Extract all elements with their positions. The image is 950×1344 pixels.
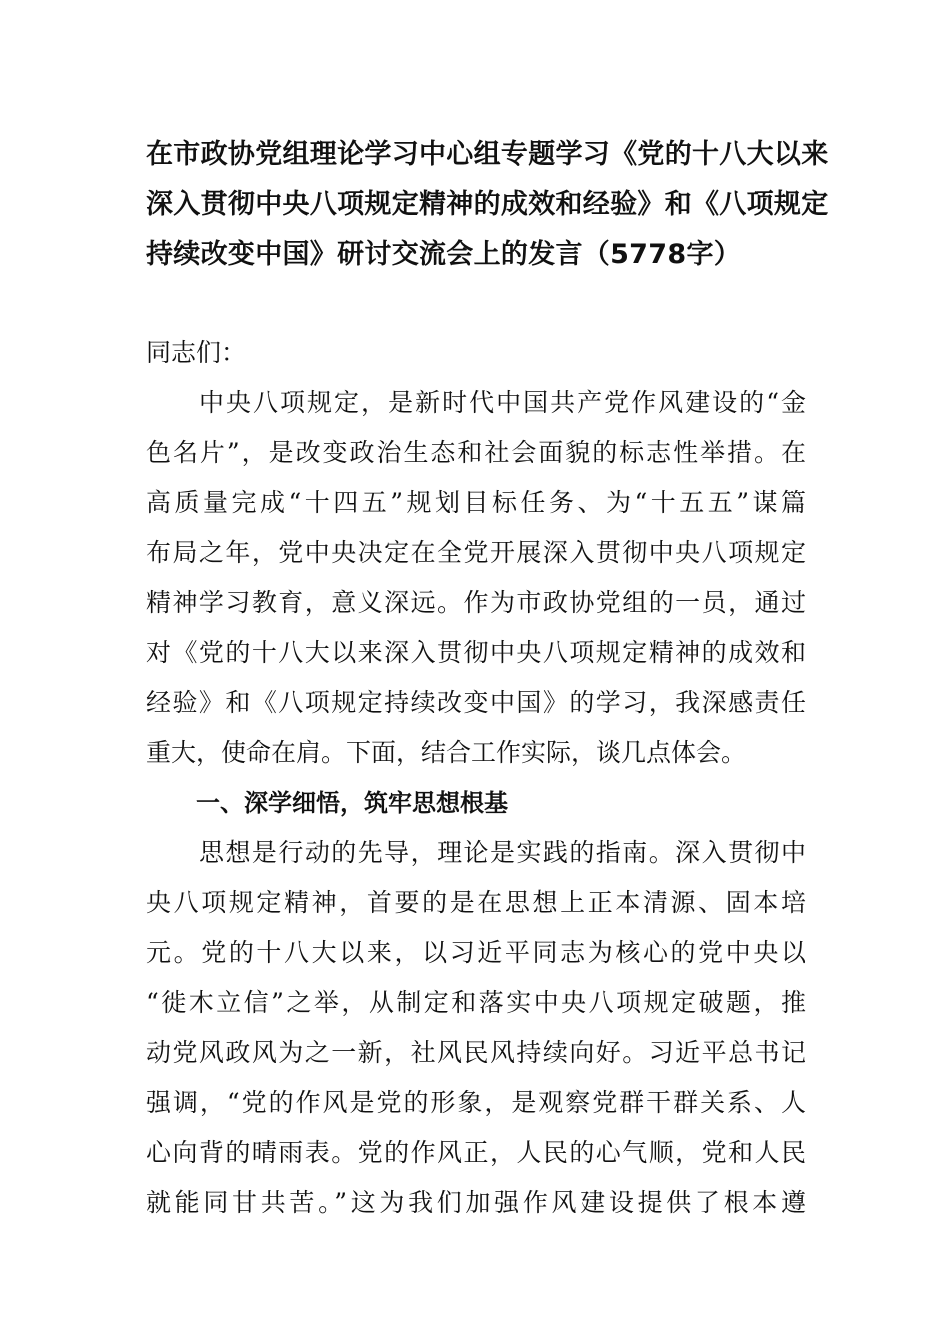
paragraph-line: 经验》和《八项规定持续改变中国》的学习，我深感责任 xyxy=(146,688,806,717)
paragraph-line: 思想是行动的先导，理论是实践的指南。深入贯彻中 xyxy=(199,838,806,867)
paragraph-line: 重大，使命在肩。下面，结合工作实际，谈几点体会。 xyxy=(146,738,747,767)
paragraph-line: 动党风政风为之一新，社风民风持续向好。习近平总书记 xyxy=(146,1038,806,1067)
paragraph-line: 央八项规定精神，首要的是在思想上正本清源、固本培 xyxy=(146,888,806,917)
paragraph-intro xyxy=(146,378,806,778)
document-title xyxy=(146,132,829,282)
paragraph-line: 强调，“党的作风是党的形象，是观察党群干群关系、人 xyxy=(146,1088,806,1117)
paragraph-line: 元。党的十八大以来，以习近平同志为核心的党中央以 xyxy=(146,938,806,967)
salutation: 同志们： xyxy=(146,338,247,367)
paragraph-section-1 xyxy=(146,828,806,1228)
paragraph-line: 精神学习教育，意义深远。作为市政协党组的一员，通过 xyxy=(146,588,806,617)
document-body xyxy=(146,328,806,1228)
title-line: 持续改变中国》研讨交流会上的发言（5778字） xyxy=(146,239,742,270)
paragraph-line: 布局之年，党中央决定在全党开展深入贯彻中央八项规定 xyxy=(146,538,806,567)
paragraph-line: 就能同甘共苦。”这为我们加强作风建设提供了根本遵 xyxy=(146,1188,806,1217)
paragraph-line: 高质量完成“十四五”规划目标任务、为“十五五”谋篇 xyxy=(146,488,806,517)
paragraph-line: 中央八项规定，是新时代中国共产党作风建设的“金 xyxy=(199,388,806,417)
title-line: 在市政协党组理论学习中心组专题学习《党的十八大以来 xyxy=(146,139,829,170)
title-line: 深入贯彻中央八项规定精神的成效和经验》和《八项规定 xyxy=(146,189,829,220)
paragraph-line: 心向背的晴雨表。党的作风正，人民的心气顺，党和人民 xyxy=(146,1138,806,1167)
paragraph-line: 对《党的十八大以来深入贯彻中央八项规定精神的成效和 xyxy=(146,638,806,667)
section-heading: 一、深学细悟，筑牢思想根基 xyxy=(196,789,508,817)
paragraph-line: 色名片”，是改变政治生态和社会面貌的标志性举措。在 xyxy=(146,438,806,467)
paragraph-line: “徙木立信”之举，从制定和落实中央八项规定破题，推 xyxy=(146,988,806,1017)
